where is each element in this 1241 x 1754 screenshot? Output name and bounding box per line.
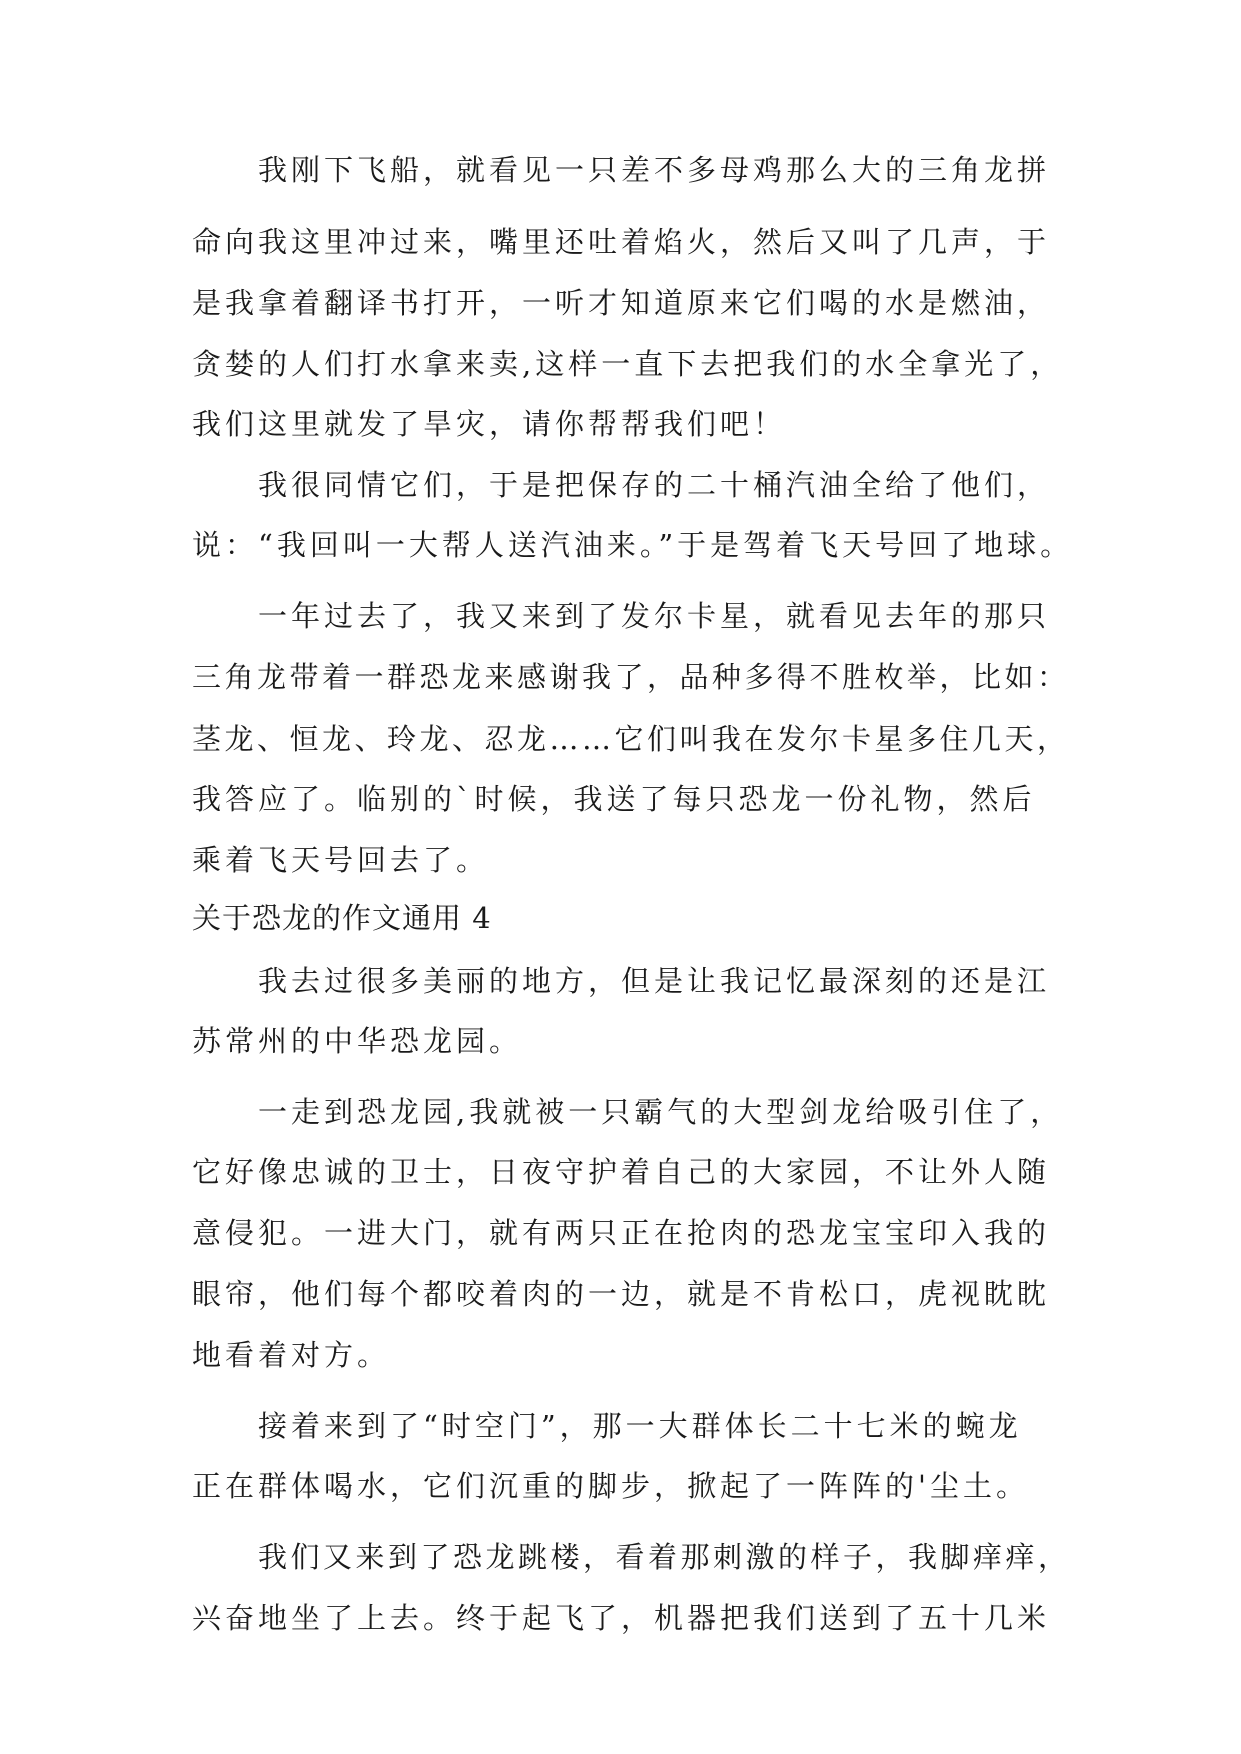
section-heading: 关于恐龙的作文通用 4	[192, 901, 492, 935]
text-line: 兴奋地坐了上去。终于起飞了，机器把我们送到了五十几米	[192, 1601, 1051, 1635]
text-line: 一年过去了，我又来到了发尔卡星，就看见去年的那只	[258, 599, 1051, 633]
text-line: 苏常州的中华恐龙园。	[192, 1024, 523, 1058]
text-line: 说：“我回叫一大帮人送汽油来。”于是驾着飞天号回了地球。	[192, 528, 1074, 562]
text-line: 乘着飞天号回去了。	[192, 843, 490, 877]
text-line: 我很同情它们，于是把保存的二十桶汽油全给了他们，	[258, 468, 1051, 502]
text-line: 意侵犯。一进大门，就有两只正在抢肉的恐龙宝宝印入我的	[192, 1216, 1051, 1250]
text-line: 我们这里就发了旱灾，请你帮帮我们吧！	[192, 407, 787, 441]
text-line: 正在群体喝水，它们沉重的脚步，掀起了一阵阵的'尘土。	[192, 1469, 1029, 1503]
text-line: 我答应了。临别的`时候，我送了每只恐龙一份礼物，然后	[192, 782, 1036, 816]
text-line: 它好像忠诚的卫士，日夜守护着自己的大家园，不让外人随	[192, 1155, 1051, 1189]
text-line: 我们又来到了恐龙跳楼，看着那刺激的样子，我脚痒痒，	[258, 1540, 1071, 1574]
text-line: 命向我这里冲过来，嘴里还吐着焰火，然后又叫了几声，于	[192, 225, 1051, 259]
text-line: 接着来到了“时空门”，那一大群体长二十七米的蜿龙	[258, 1409, 1022, 1443]
text-line: 是我拿着翻译书打开，一听才知道原来它们喝的水是燃油，	[192, 286, 1051, 320]
text-line: 贪婪的人们打水拿来卖,这样一直下去把我们的水全拿光了，	[192, 347, 1064, 381]
text-line: 地看着对方。	[192, 1338, 391, 1372]
text-line: 三角龙带着一群恐龙来感谢我了，品种多得不胜枚举，比如：	[192, 660, 1070, 694]
text-line: 茎龙、恒龙、玲龙、忍龙……它们叫我在发尔卡星多住几天，	[192, 722, 1070, 756]
text-line: 一走到恐龙园,我就被一只霸气的大型剑龙给吸引住了，	[258, 1095, 1064, 1129]
text-line: 我去过很多美丽的地方，但是让我记忆最深刻的还是江	[258, 964, 1051, 998]
text-line: 眼帘，他们每个都咬着肉的一边，就是不肯松口，虎视眈眈	[192, 1277, 1051, 1311]
text-line: 我刚下飞船，就看见一只差不多母鸡那么大的三角龙拼	[258, 153, 1051, 187]
